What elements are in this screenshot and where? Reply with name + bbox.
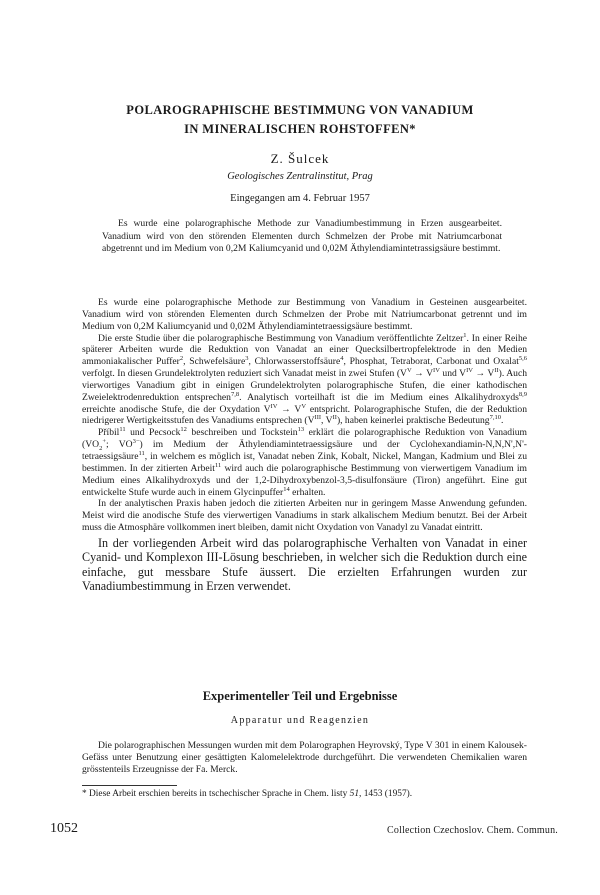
paragraph-present-work: In der vorliegenden Arbeit wird das polarographische Verhalten von Vanadat in einer Cyanid- und Komplexon III-Lösung beschrieben, in welcher sich die Reduktion durch eine einfache, gut messbare Stufe äussert. Die erzielten Erfahrungen wurden zur Vanadiumbestimmung in Erzen verwendet. xyxy=(82,535,527,594)
paragraph-literature xyxy=(82,333,527,428)
text-run: → V xyxy=(277,403,302,415)
reference-mark: 3 xyxy=(245,355,249,363)
text-run: , in welchem es möglich ist, Vanadat neben Zink, Kobalt, Nickel, Mangan, Kadmium und Blei zu bestimmen. In der zitierten Arbeit xyxy=(82,450,527,474)
text-run: Příbil xyxy=(98,427,120,439)
reference-mark: 8,9 xyxy=(518,390,527,398)
abstract: Es wurde eine polarographische Methode zur Vanadiumbestimmung in Erzen ausgearbeitet. Vanadium wird von den störenden Elementen durch Schmelzen der Probe mit Natriumcarbonat abgetrennt und im Medium von 0,2M Kaliumcyanid und 0,02M Äthylendiamintetrassigsäure bestimmt. xyxy=(102,218,502,255)
text-run: ) im Medium der Äthylendiamintetraessigsäure und der Cyclohexandiamin-N,N,N',N'-tetraessigsäure xyxy=(82,439,527,462)
oxidation-state: II xyxy=(332,414,337,422)
reference-mark: 2 xyxy=(179,355,184,363)
oxidation-state: V xyxy=(406,366,412,374)
text-run: erreichte anodische Stufe, die der Oxydation V xyxy=(82,403,271,415)
text-run: ), haben keinerlei praktische Bedeutung xyxy=(336,415,490,427)
section-body xyxy=(82,740,527,776)
text-run: entspricht. Polarographische Stufen, die der Reduktion niedrigerer Wertigkeitsstufen des Vanadiums entsprechen (V xyxy=(82,403,527,427)
reference-mark: 7,8 xyxy=(230,390,240,398)
text-run: * Diese Arbeit erschien bereits in tschechischer Sprache in Chem. listy xyxy=(82,789,350,799)
oxidation-state: IV xyxy=(466,366,473,374)
journal-name: Collection Czechoslov. Chem. Commun. xyxy=(387,825,558,836)
text-run: wird auch die polarographische Bestimmung von vierwertigem Vanadium im Medium eines Alkalihydroxyds und der 1,2-Dihydroxybenzol-3,5-disulfonsäure (Tiron) angeführt. Eine gut entwickelte Stufe wurde auch in einem Glycinpuffer xyxy=(82,462,527,498)
oxidation-state: II xyxy=(494,366,499,374)
text-run: , Schwefelsäure xyxy=(183,356,246,368)
subscript: 2 xyxy=(99,445,103,453)
text-run: verfolgt. In diesen Grundelektrolyten reduziert sich Vanadat meist in zwei Stufen (V xyxy=(82,368,407,380)
title-line-1: POLAROGRAPHISCHE BESTIMMUNG VON VANADIUM xyxy=(126,103,474,117)
title-line-2: IN MINERALISCHEN ROHSTOFFEN* xyxy=(184,122,416,136)
text-run: Die erste Studie über die polarographische Bestimmung von Vanadium veröffentlichte Zeltzer xyxy=(98,332,464,344)
main-body xyxy=(82,297,527,594)
text-run: und V xyxy=(439,368,467,380)
section-heading: Experimenteller Teil und Ergebnisse xyxy=(202,689,398,703)
paragraph-summary: Es wurde eine polarographische Methode zur Bestimmung von Vanadium in Gesteinen ausgearbeitet. Vanadium wird von störenden Elementen durch Schmelzen der Probe mit Natriumcarbonat getrennt und im Medium von 0,2M Kaliumcyanid und 0,02M Äthylendiamintetraessigsäure bestimmt. xyxy=(82,297,527,332)
reference-mark: 4 xyxy=(340,355,344,363)
reference-mark: 12 xyxy=(180,426,187,434)
footnote xyxy=(82,789,527,799)
reference-mark: 13 xyxy=(297,426,305,434)
text-run: beschreiben und Tockstein xyxy=(186,427,298,439)
paragraph-apparatus: Die polarographischen Messungen wurden mit dem Polarographen Heyrovský, Type V 301 in einem Kalousek-Gefäss unter Benutzung einer gesättigten Kalomelelektrode durchgeführt. Die verwendeten Chemikalien waren grösstenteils Erzeugnisse der Fa. Merck. xyxy=(82,740,527,775)
reference-mark: 1 xyxy=(463,331,467,339)
subsection-heading: Apparatur und Reagenzien xyxy=(230,715,370,726)
paragraph-practice: In der analytischen Praxis haben jedoch die zitierten Arbeiten nur in geringem Masse Anwendung gefunden. Meist wird die anodische Stufe des vierwertigen Vanadiums in stark alkalischem Medium benutzt. Bei der Arbeit muss die Atmosphäre vollkommen inert bleiben, damit nicht Oxydation von Vanadyl zu Vanadat eintritt. xyxy=(82,498,527,534)
charge: + xyxy=(102,437,106,445)
received-date: Eingegangen am 4. Februar 1957 xyxy=(230,193,370,204)
reference-mark: 7,10 xyxy=(489,414,501,422)
text-run: → V xyxy=(472,368,495,380)
reference-mark: 14 xyxy=(283,485,290,493)
text-run: , Phosphat, Tetraborat, Carbonat und Oxalat xyxy=(343,356,519,368)
volume-number: 51 xyxy=(349,789,360,799)
reference-mark: 11 xyxy=(119,426,126,434)
footnote-rule xyxy=(82,785,177,786)
affiliation: Geologisches Zentralinstitut, Prag xyxy=(227,171,373,182)
paragraph-complexones xyxy=(82,427,527,498)
text-run: und Pecsock xyxy=(125,427,181,439)
oxidation-state: IV xyxy=(270,402,278,410)
text-run: erhalten. xyxy=(289,486,326,498)
reference-mark: 5,6 xyxy=(518,355,527,363)
oxidation-state: III xyxy=(314,414,322,422)
text-run: . xyxy=(500,415,504,427)
text-run: . Analytisch vorteilhaft ist die im Medium eines Alkalihydroxyds xyxy=(239,391,519,403)
text-run: , V xyxy=(321,415,333,427)
text-run: , 1453 (1957). xyxy=(359,789,413,799)
text-run: erklärt die polarographische Reduktion von Vanadium (VO xyxy=(82,427,527,451)
text-run: → V xyxy=(411,368,434,380)
article-title xyxy=(0,101,600,139)
reference-mark: 11 xyxy=(214,461,222,469)
text-run: ). Auch vierwortiges Vanadium gibt in einigen Grundelektrolyten polarographische Stufen, die einer kathodischen Zweielektrodenreduktion entsprechen xyxy=(82,368,528,403)
text-run: ; VO xyxy=(105,439,133,451)
page-number: 1052 xyxy=(50,821,78,836)
text-run: . In einer Reihe späterer Arbeiten wurde die Reduktion von Vanadat an einer Quecksilbertropfelektrode in den Medien ammoniakalischer Puffer xyxy=(82,332,527,368)
author: Z. Šulcek xyxy=(270,151,330,166)
reference-mark: 11 xyxy=(138,449,145,457)
text-run: , Chlorwasserstoffsäure xyxy=(248,356,341,368)
oxidation-state: V xyxy=(301,402,307,410)
charge: 3− xyxy=(132,437,140,445)
oxidation-state: IV xyxy=(433,366,440,374)
